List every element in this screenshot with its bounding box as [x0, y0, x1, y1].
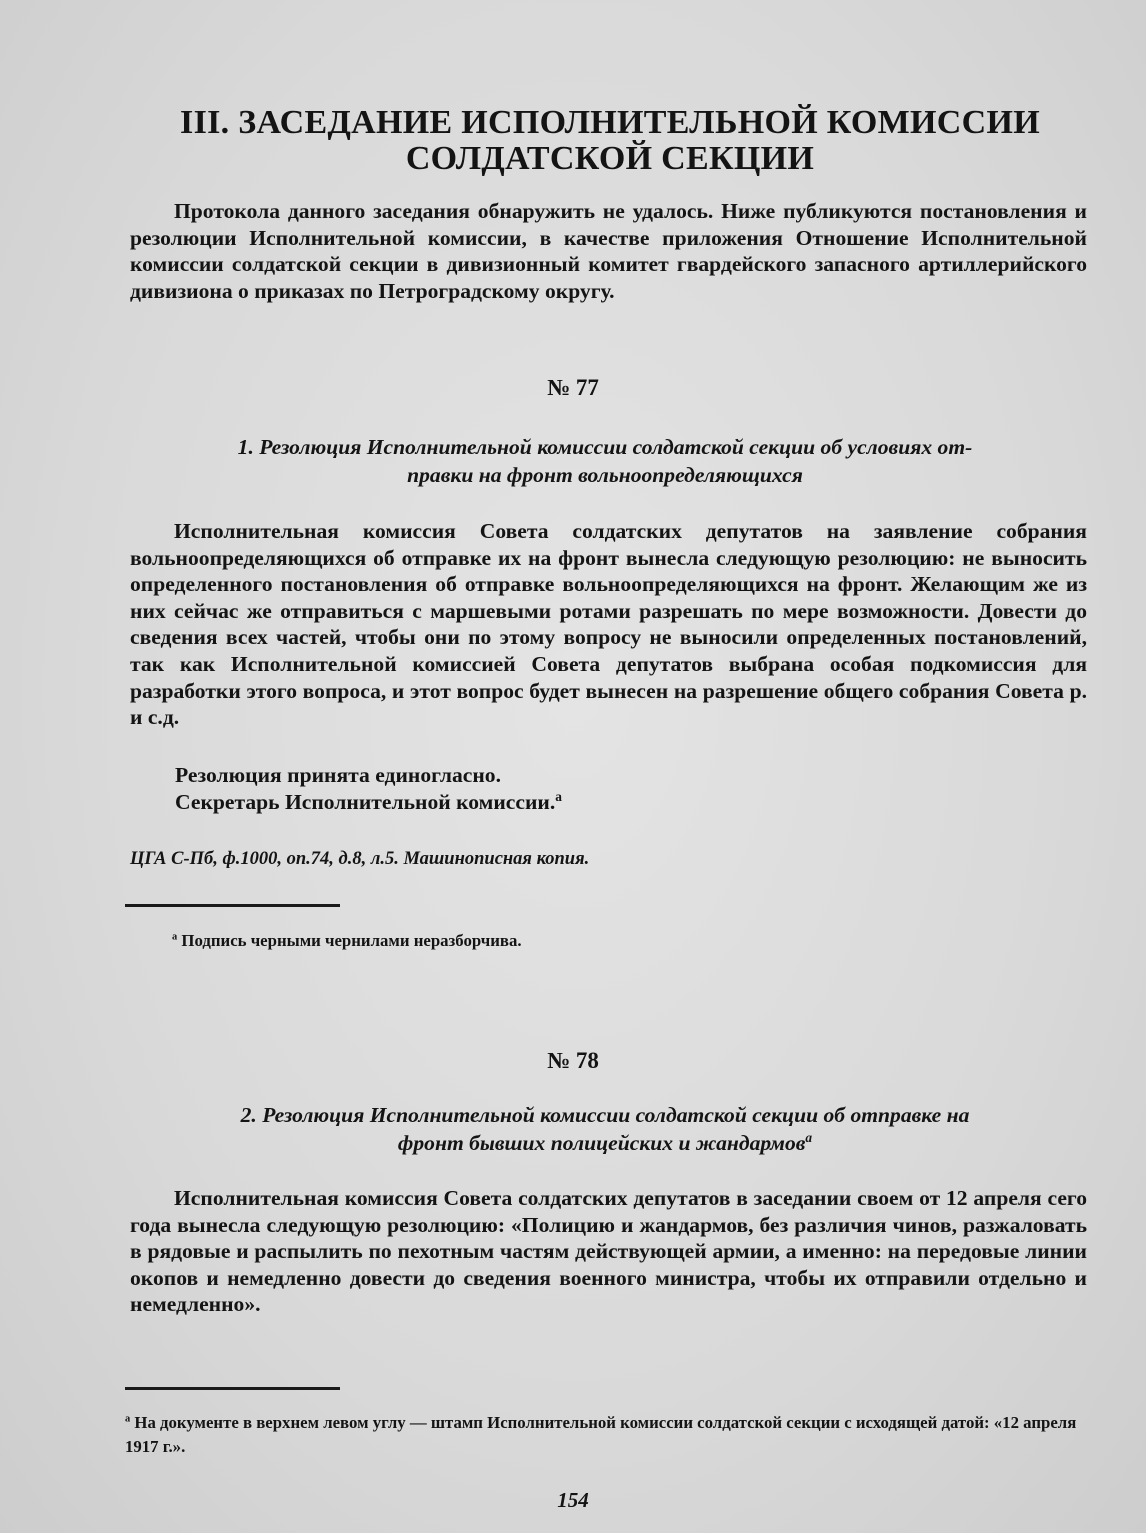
document-77-secretary: Секретарь Исполнительной комиссии.$^а$	[175, 788, 562, 814]
document-78-title	[130, 1101, 1080, 1157]
footnote-mark: а	[555, 788, 562, 804]
footnote-mark: а	[125, 1413, 131, 1425]
intro-paragraph: Протокола данного заседания обнаружить не удалось. Ниже публикуются постановления и резолюции Исполнительной комиссии, в качестве приложения Отношение Исполнительной комиссии солдатской секции в дивизионный комитет гвардейского запасного артиллерийского дивизиона о приказах по Петроградскому округу.	[130, 199, 1087, 303]
section-title-line-1: III. ЗАСЕДАНИЕ ИСПОЛНИТЕЛЬНОЙ КОМИССИИ	[180, 104, 1040, 141]
document-77-number: № 77	[547, 375, 599, 400]
document-77-footnote: $^а$ Подпись черными чернилами неразборчива.	[172, 931, 522, 950]
footnote-mark: а	[805, 1129, 813, 1145]
page-number: 154	[557, 1488, 589, 1512]
document-78-number: № 78	[547, 1048, 599, 1073]
document-78-footnote: $^а$ На документе в верхнем левом углу — штамп Исполнительной комиссии солдатской секции с исходящей датой: «12 апреля 1917 г.».	[125, 1413, 1077, 1456]
document-77-title-line-1: 1. Резолюция Исполнительной комиссии солдатской секции об условиях от-	[237, 435, 973, 459]
document-77-body: Исполнительная комиссия Совета солдатских депутатов на заявление собрания вольноопределяющихся об отправке их на фронт вынесла следующую резолюцию: не выносить определенного постановления об отправке вольноопределяющихся на фронт. Желающим же из них сейчас же отправиться с маршевыми ротами разрешать по мере возможности. Довести до сведения всех частей, чтобы они по этому вопросу не выносили определенных постановлений, так как Исполнительной комиссией Совета депутатов выбрана особая подкомиссия для разработки этого вопроса, и этот вопрос будет вынесен на разрешение общего собрания Совета р. и с.д.	[130, 519, 1087, 730]
document-78-title-line-1: 2. Резолюция Исполнительной комиссии солдатской секции об отправке на	[240, 1103, 970, 1127]
document-78-body: Исполнительная комиссия Совета солдатских депутатов в заседании своем от 12 апреля сего года вынесла следующую резолюцию: «Полицию и жандармов, без различия чинов, разжаловать в рядовые и распылить по пехотным частям действующей армии, а именно: на передовые линии окопов и немедленно довести до сведения военного министра, чтобы их отправили отдельно и немедленно».	[130, 1186, 1087, 1317]
document-77-resolution: Резолюция принята единогласно.	[175, 763, 501, 787]
footnote-mark: а	[172, 931, 178, 943]
document-77-title-line-2: правки на фронт вольноопределяющихся	[407, 463, 803, 487]
section-title	[120, 105, 1100, 177]
section-title-line-2: СОЛДАТСКОЙ СЕКЦИИ	[405, 140, 815, 177]
footnote-divider	[125, 1387, 340, 1390]
document-77-source: ЦГА С-Пб, ф.1000, оп.74, д.8, л.5. Машинописная копия.	[130, 849, 590, 869]
document-77-title	[130, 433, 1080, 489]
footnote-divider	[125, 904, 340, 907]
document-78-title-line-2: фронт бывших полицейских и жандармов$^а$	[397, 1129, 813, 1155]
